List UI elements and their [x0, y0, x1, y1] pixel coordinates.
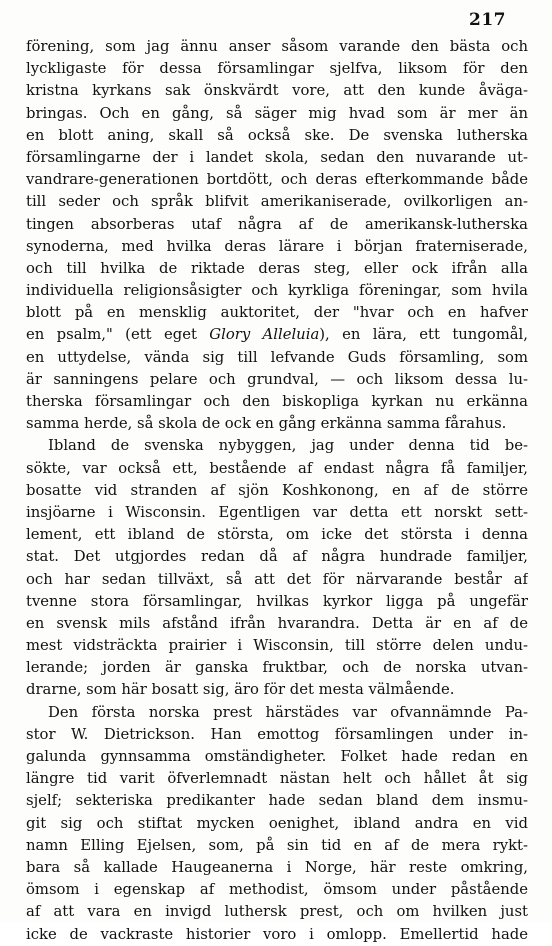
paragraph-end-line: samma herde, så skola de ock en gång erkänna samma fårahus. — [26, 415, 507, 433]
text-line: lyckligaste för dessa församlingar sjelfva, liksom för den — [26, 60, 528, 78]
text-line: icke de vackraste historier voro i omlopp. Emellertid hade — [26, 925, 528, 943]
text-line: stat. Det utgjordes redan då af några hundrade familjer, — [26, 548, 528, 566]
text-line: till seder och språk blifvit amerikaniserade, ovilkorligen an- — [26, 193, 528, 211]
text-line: tvenne stora församlingar, hvilkas kyrkor ligga på ungefär — [26, 592, 528, 610]
page-number: 217 — [469, 10, 506, 30]
text-line: en blott aning, skall så också ske. De svenska lutherska — [26, 126, 528, 144]
text-line: sökte, var också ett, bestående af endast några få familjer, — [26, 459, 528, 477]
text-line: lement, ett ibland de största, om icke det största i denna — [26, 526, 528, 544]
text-segment: en psalm," (ett eget — [26, 326, 210, 344]
paragraph-start-line: Ibland de svenska nybyggen, jag under denna tid be- — [48, 437, 528, 455]
text-line: therska församlingar och den biskopliga kyrkan nu erkänna — [26, 393, 528, 410]
text-line: ömsom i egenskap af methodist, ömsom under påstående — [26, 881, 528, 899]
text-line: församlingarne der i landet skola, sedan den nuvarande ut- — [26, 148, 528, 166]
text-line: bara så kallade Haugeanerna i Norge, här reste omkring, — [26, 858, 528, 876]
text-line: en svensk mils afstånd ifrån hvarandra. Detta är en af de — [26, 614, 528, 632]
text-line: individuella religionsåsigter och kyrkliga föreningar, som hvila — [26, 282, 528, 300]
text-line: sjelf; sekteriska predikanter hade sedan bland dem insmu- — [26, 792, 528, 810]
paragraph-start-line: Den första norska prest härstädes var ofvannämnde Pa- — [48, 703, 528, 721]
text-line: en uttydelse, vända sig till lefvande Guds församling, som — [26, 348, 528, 366]
text-line: vandrare-generationen bortdött, och deras efterkommande både — [26, 171, 528, 189]
text-line: tingen absorberas utaf några af de amerikansk-lutherska — [26, 215, 528, 233]
body-text — [26, 36, 528, 946]
text-line: bosatte vid stranden af sjön Koshkonong, en af de större — [26, 481, 528, 499]
text-line: förening, som jag ännu anser såsom varande den bästa och — [26, 38, 528, 55]
text-line: blott på en mensklig auktoritet, der "hvar och en hafver — [26, 304, 528, 322]
text-line: mest vidsträckta prairier i Wisconsin, till större delen undu- — [26, 637, 528, 655]
text-line: och till hvilka de riktade deras steg, eller ock ifrån alla — [26, 259, 528, 277]
text-line: är sanningens pelare och grundval, — och liksom dessa lu- — [26, 370, 528, 388]
text-line: git sig och stiftat mycken oenighet, ibland andra en vid — [26, 814, 528, 832]
text-line: stor W. Dietrickson. Han emottog församlingen under in- — [26, 725, 528, 743]
text-line: insjöarne i Wisconsin. Egentligen var detta ett norskt sett- — [26, 503, 528, 521]
text-line: galunda gynnsamma omständigheter. Folket hade redan en — [26, 748, 528, 765]
text-line: namn Elling Ejelsen, som, på sin tid en af de mera rykt- — [26, 836, 528, 854]
text-line-with-italic — [26, 324, 528, 346]
text-line: kristna kyrkans sak önskvärdt vore, att den kunde åväga- — [26, 82, 528, 100]
paragraph-end-line: drarne, som här bosatt sig, äro för det mesta välmående. — [26, 681, 455, 699]
text-line: bringas. Och en gång, så säger mig hvad som är mer än — [26, 104, 528, 122]
text-line: af att vara en invigd luthersk prest, och om hvilken just — [26, 903, 528, 921]
text-line: lerande; jorden är ganska fruktbar, och de norska utvan- — [26, 659, 528, 677]
text-line: synoderna, med hvilka deras lärare i början fraterniserade, — [26, 237, 528, 255]
text-line: och har sedan tillväxt, så att det för närvarande består af — [26, 570, 528, 588]
text-segment: ), en lära, ett tungomål, — [319, 326, 528, 344]
italic-title: Glory Alleluia — [209, 326, 320, 344]
text-line: längre tid varit öfverlemnadt nästan helt och hållet åt sig — [26, 770, 528, 788]
